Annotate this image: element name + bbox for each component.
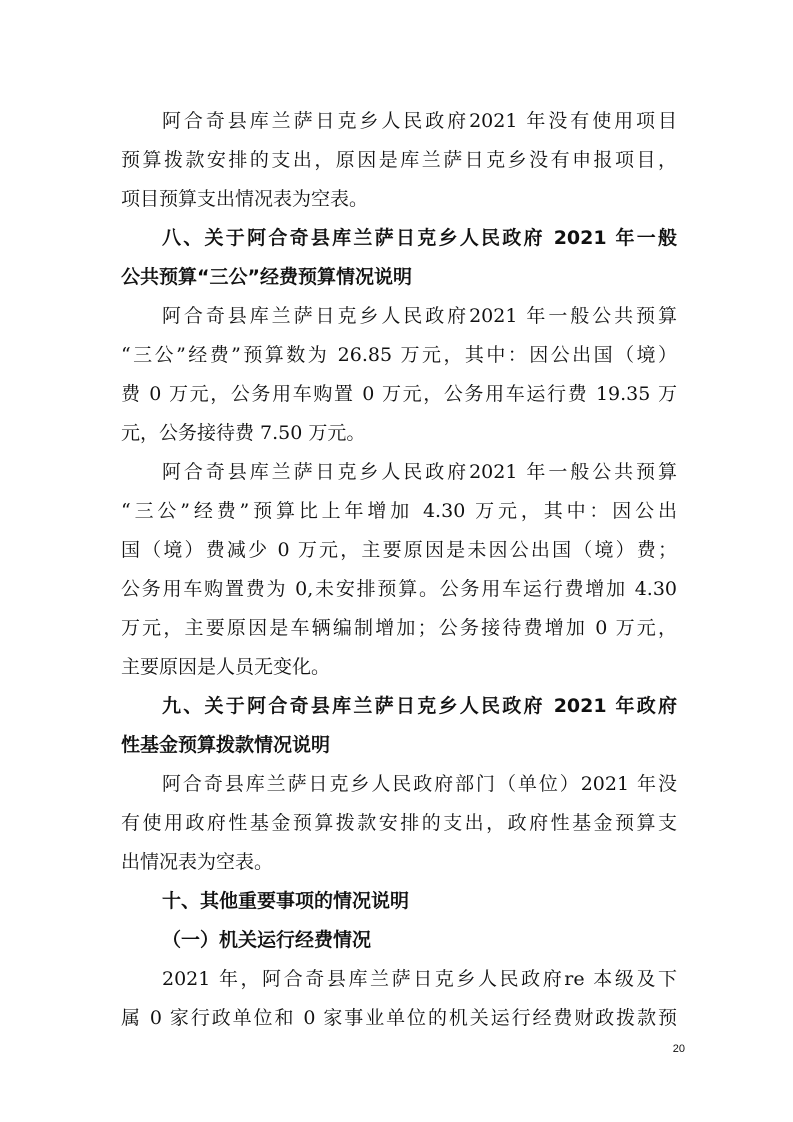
paragraph-line: 项目预算支出情况表为空表。 xyxy=(121,188,369,210)
paragraph-line: 阿合奇县库兰萨日克乡人民政府2021 年一般公共预算 xyxy=(162,305,677,327)
section-heading-9: 九、关于阿合奇县库兰萨日克乡人民政府 2021 年政府 xyxy=(162,695,677,717)
paragraph-line: 出情况表为空表。 xyxy=(121,851,274,873)
paragraph-line: 阿合奇县库兰萨日克乡人民政府2021 年一般公共预算 xyxy=(162,461,677,483)
page-number: 20 xyxy=(672,1043,685,1055)
subsection-heading: （一）机关运行经费情况 xyxy=(162,929,372,951)
paragraph-line: 国（境）费减少 0 万元，主要原因是未因公出国（境）费； xyxy=(121,539,677,561)
paragraph-line: 2021 年，阿合奇县库兰萨日克乡人民政府re 本级及下 xyxy=(162,968,677,990)
paragraph-line: “三公”经费”预算比上年增加 4.30 万元，其中：因公出 xyxy=(121,500,677,522)
paragraph-line: 费 0 万元，公务用车购置 0 万元，公务用车运行费 19.35 万 xyxy=(121,383,677,405)
paragraph-line: 主要原因是人员无变化。 xyxy=(121,656,331,678)
section-heading-8: 八、关于阿合奇县库兰萨日克乡人民政府 2021 年一般 xyxy=(162,227,677,249)
paragraph-line: 阿合奇县库兰萨日克乡人民政府部门（单位）2021 年没 xyxy=(162,773,677,795)
paragraph-line: 公务用车购置费为 0,未安排预算。公务用车运行费增加 4.30 xyxy=(121,578,677,600)
paragraph-line: 属 0 家行政单位和 0 家事业单位的机关运行经费财政拨款预 xyxy=(121,1007,677,1029)
section-heading-8: 公共预算“三公”经费预算情况说明 xyxy=(121,266,412,288)
paragraph-line: 阿合奇县库兰萨日克乡人民政府2021 年没有使用项目 xyxy=(162,110,677,132)
paragraph-line: 预算拨款安排的支出，原因是库兰萨日克乡没有申报项目， xyxy=(121,149,677,171)
section-heading-9: 性基金预算拨款情况说明 xyxy=(121,734,331,756)
paragraph-line: 万元，主要原因是车辆编制增加；公务接待费增加 0 万元， xyxy=(121,617,677,639)
paragraph-line: 有使用政府性基金预算拨款安排的支出，政府性基金预算支 xyxy=(121,812,677,834)
paragraph-line: 元，公务接待费 7.50 万元。 xyxy=(121,422,366,444)
paragraph-line: “三公”经费”预算数为 26.85 万元，其中：因公出国（境） xyxy=(121,344,677,366)
section-heading-10: 十、其他重要事项的情况说明 xyxy=(162,890,410,912)
